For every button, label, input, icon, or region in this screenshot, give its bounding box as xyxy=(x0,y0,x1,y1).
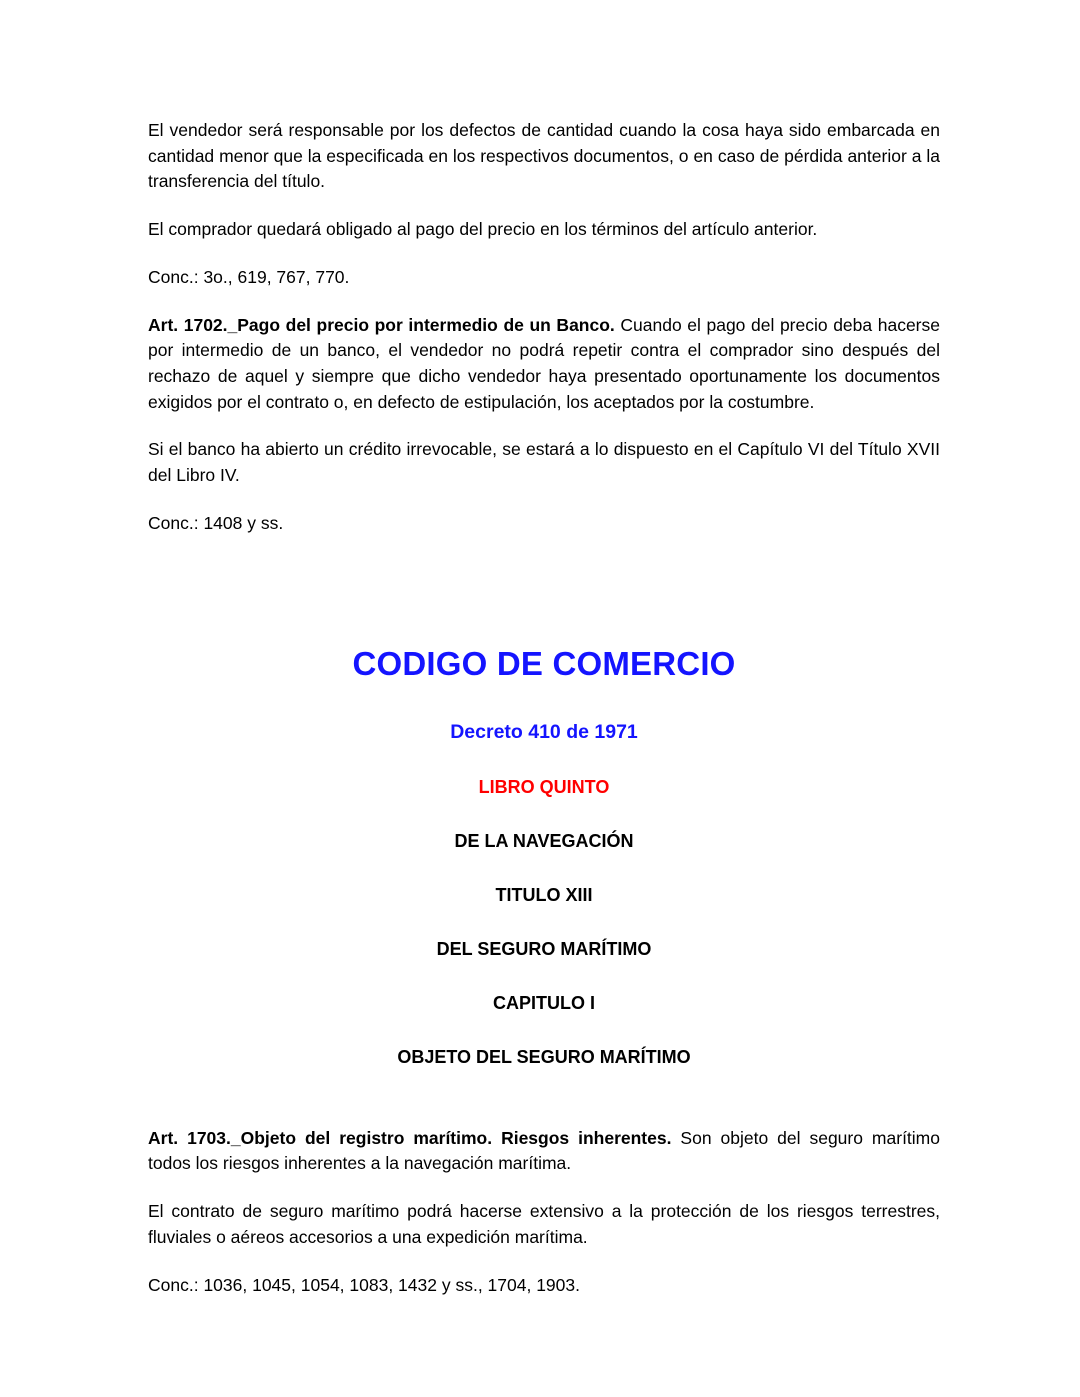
vertical-spacer xyxy=(148,559,940,645)
paragraph-credito-irrevocable: Si el banco ha abierto un crédito irrevocable, se estará a lo dispuesto en el Capítulo VI del Título XVII del Libro IV. xyxy=(148,439,940,486)
article-1703-label: Art. 1703._Objeto del registro marítimo. Riesgos inherentes. xyxy=(148,1127,672,1148)
article-1702-label: Art. 1702._Pago del precio por intermedio de un Banco. xyxy=(148,314,615,335)
concordance-line-1: Conc.: 3o., 619, 767, 770. xyxy=(148,266,350,287)
document-title: CODIGO DE COMERCIO xyxy=(352,644,736,682)
code-title-block xyxy=(148,645,940,1068)
article-1703-body: Son objeto del seguro marítimo todos los riesgos inherentes a la navegación marítima. xyxy=(148,1127,940,1174)
paragraph-contrato-seguro: El contrato de seguro marítimo podrá hacerse extensivo a la protección de los riesgos terrestres, fluviales o aéreos accesorios a una expedición marítima. xyxy=(148,1201,940,1247)
heading-capitulo: CAPITULO I xyxy=(493,992,595,1013)
heading-seguro-maritimo: DEL SEGURO MARÍTIMO xyxy=(436,938,652,959)
heading-titulo: TITULO XIII xyxy=(495,884,593,905)
document-subtitle-decree: Decreto 410 de 1971 xyxy=(450,720,638,743)
heading-navegacion: DE LA NAVEGACIÓN xyxy=(454,830,634,851)
paragraph-vendedor-defectos: El vendedor será responsable por los defectos de cantidad cuando la cosa haya sido embarcada en cantidad menor que la especificada en los respectivos documentos, o en caso de pérdida anterior a la transferencia del título. xyxy=(148,120,940,192)
heading-objeto-seguro: OBJETO DEL SEGURO MARÍTIMO xyxy=(397,1046,691,1067)
concordance-line-2: Conc.: 1408 y ss. xyxy=(148,512,284,533)
article-1702 xyxy=(148,313,940,416)
paragraph-comprador-pago: El comprador quedará obligado al pago del precio en los términos del artículo anterior. xyxy=(148,219,818,240)
book-label: LIBRO QUINTO xyxy=(478,776,610,797)
article-1702-body: Cuando el pago del precio deba hacerse por intermedio de un banco, el vendedor no podrá repetir contra el comprador sino después del rechazo de aquel y siempre que dicho vendedor haya presentado oportunamente los documentos exigidos por el contrato o, en defecto de estipulación, los aceptados por la costumbre. xyxy=(148,314,940,412)
vertical-spacer-2 xyxy=(148,1068,940,1126)
article-1703 xyxy=(148,1126,940,1177)
concordance-line-3: Conc.: 1036, 1045, 1054, 1083, 1432 y ss., 1704, 1903. xyxy=(148,1274,580,1295)
